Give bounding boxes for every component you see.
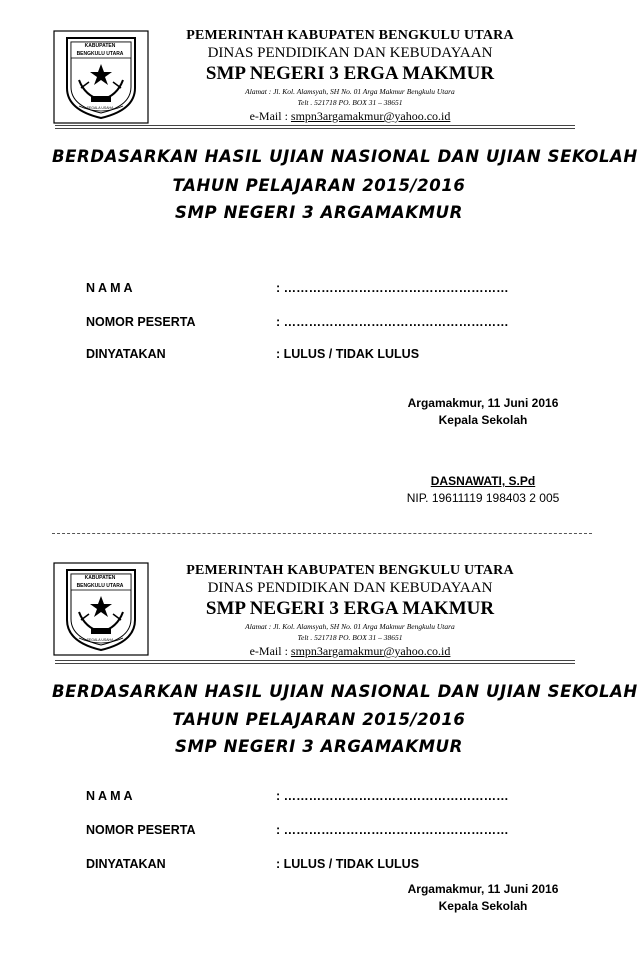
name-label-2: N A M A — [86, 789, 133, 803]
logo-text-bottom: SEGALA USAHA — [86, 106, 114, 110]
logo-text-top: KABUPATEN — [84, 43, 116, 49]
number-value: : ……………………………………………… — [276, 315, 509, 329]
header-phone: Telt . 521718 PO. BOX 31 – 38651 — [297, 98, 403, 107]
logo-text-top-2: KABUPATEN — [84, 575, 116, 581]
announcement-line3: SMP NEGERI 3 ARGAMAKMUR — [175, 203, 463, 222]
signature-title-2: Kepala Sekolah — [438, 899, 528, 913]
header-government-2: PEMERINTAH KABUPATEN BENGKULU UTARA — [186, 563, 514, 578]
logo-text-bottom-2: SEGALA USAHA — [86, 638, 114, 642]
signature-place-date: Argamakmur, 11 Juni 2016 — [407, 396, 559, 410]
cut-line — [52, 533, 592, 534]
signature-place-date-2: Argamakmur, 11 Juni 2016 — [407, 882, 559, 896]
announcement-line1-2: BERDASARKAN HASIL UJIAN NASIONAL DAN UJIAN SEKOLAH — [52, 682, 638, 701]
header-department: DINAS PENDIDIKAN DAN KEBUDAYAAN — [207, 45, 493, 61]
signature-title: Kepala Sekolah — [438, 413, 528, 427]
email-label: e-Mail : — [249, 109, 291, 123]
header-divider — [55, 125, 575, 129]
header-school-name-2: SMP NEGERI 3 ERGA MAKMUR — [205, 598, 495, 619]
logo-text-mid: BENGKULU UTARA — [76, 51, 124, 57]
header-address: Alamat : Jl. Kol. Alamsyah, SH No. 01 Arga Makmur Bengkulu Utara — [245, 87, 455, 96]
name-value-2: : ……………………………………………… — [276, 789, 509, 803]
announcement-line3-2: SMP NEGERI 3 ARGAMAKMUR — [175, 737, 463, 756]
number-value-2: : ……………………………………………… — [276, 823, 509, 837]
announcement-line2-2: TAHUN PELAJARAN 2015/2016 — [172, 710, 466, 729]
email-link[interactable]: smpn3argamakmur@yahoo.co.id — [290, 109, 451, 123]
number-label: NOMOR PESERTA — [86, 315, 196, 329]
name-label: N A M A — [86, 281, 133, 295]
header-department-2: DINAS PENDIDIKAN DAN KEBUDAYAAN — [207, 580, 493, 596]
header-government: PEMERINTAH KABUPATEN BENGKULU UTARA — [186, 28, 514, 43]
logo-text-mid-2: BENGKULU UTARA — [76, 583, 124, 589]
result-label-2: DINYATAKAN — [86, 857, 166, 871]
header-address-2: Alamat : Jl. Kol. Alamsyah, SH No. 01 Arga Makmur Bengkulu Utara — [245, 622, 455, 631]
result-label: DINYATAKAN — [86, 347, 166, 361]
header-email — [150, 109, 550, 124]
signature-nip: NIP. 19611119 198403 2 005 — [406, 491, 560, 505]
announcement-line1: BERDASARKAN HASIL UJIAN NASIONAL DAN UJIAN SEKOLAH — [52, 147, 638, 166]
email-label-2: e-Mail : — [249, 644, 291, 658]
header-phone-2: Telt . 521718 PO. BOX 31 – 38651 — [297, 633, 403, 642]
email-link-2[interactable]: smpn3argamakmur@yahoo.co.id — [290, 644, 451, 658]
result-value: : LULUS / TIDAK LULUS — [276, 347, 420, 361]
result-value-2: : LULUS / TIDAK LULUS — [276, 857, 420, 871]
header-school-name: SMP NEGERI 3 ERGA MAKMUR — [205, 63, 495, 84]
header-email-2 — [150, 644, 550, 659]
signature-name: DASNAWATI, S.Pd — [430, 474, 536, 488]
header-divider-2 — [55, 660, 575, 664]
announcement-line2: TAHUN PELAJARAN 2015/2016 — [172, 176, 466, 195]
name-value: : ……………………………………………… — [276, 281, 509, 295]
number-label-2: NOMOR PESERTA — [86, 823, 196, 837]
